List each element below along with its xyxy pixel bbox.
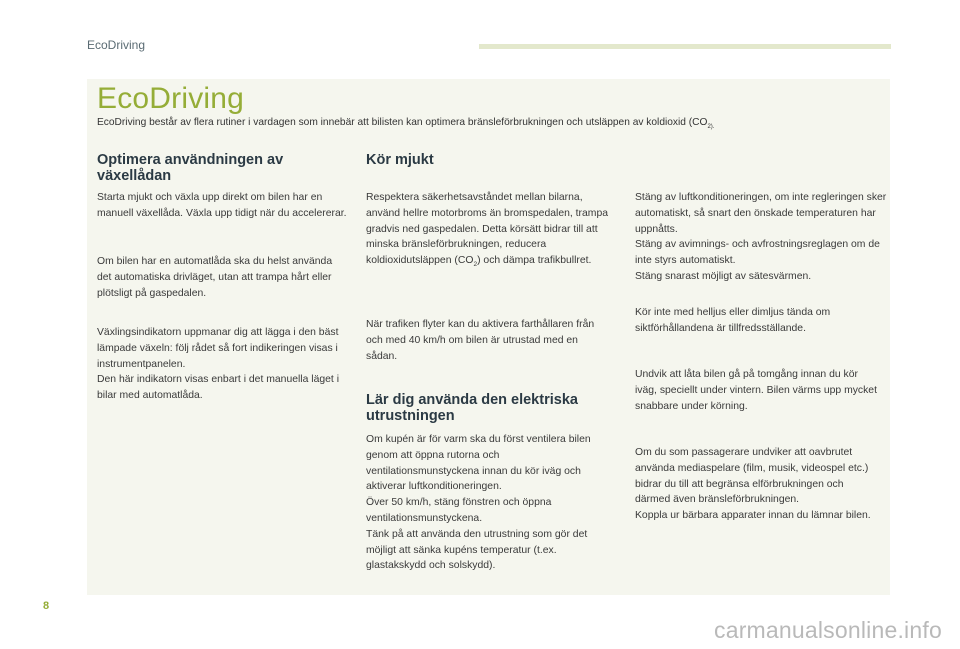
paragraph-gear-indicator (97, 325, 347, 404)
watermark: carmanualsonline.info (714, 617, 942, 643)
paragraph-safety-distance (366, 190, 612, 273)
portable-devices-text: Koppla ur bärbara apparater innan du lämnar bilen. (635, 510, 871, 522)
seat-heating-text: Stäng snarast möjligt av sätesvärmen. (635, 270, 812, 282)
page-number: 8 (43, 600, 50, 612)
heading-drive-smoothly: Kör mjukt (366, 152, 434, 168)
header-section-label: EcoDriving (87, 38, 146, 52)
heading-electrical-equipment: Lär dig använda den elektriska utrustningen (366, 392, 578, 424)
heading-gearbox: Optimera användningen av växellådan (97, 152, 284, 184)
intro-subscript: 2). (707, 124, 715, 131)
gear-indicator-text: Växlingsindikatorn uppmanar dig att lägga i den bäst lämpade växeln: följ rådet så fort indikeringen visas i instrumentpanelen. (97, 327, 339, 370)
media-players-text: Om du som passagerare undviker att oavbrutet använda mediaspelare (film, musik, videospel etc.) bidrar du till att begränsa elförbrukningen och därmed även bränsleförbrukningen. (635, 447, 869, 506)
paragraph-gearbox-manual: Starta mjukt och växla upp direkt om bilen har en manuell växellåda. Växla upp tidigt när du accelererar. (97, 192, 347, 219)
intro-text: EcoDriving består av flera rutiner i vardagen som innebär att bilisten kan optimera bränsleförbrukningen och utsläppen av koldioxid (CO (97, 117, 708, 128)
intro-paragraph (97, 117, 887, 130)
paragraph-gearbox-automatic: Om bilen har en automatlåda ska du helst använda det automatiska drivläget, utan att trampa hårt eller plötsligt på gaspedalen. (97, 256, 333, 299)
ac-text: Stäng av luftkonditioneringen, om inte regleringen sker automatiskt, så snart den önskade temperaturen har uppnåtts. (635, 192, 887, 235)
paragraph-cruise-control: När trafiken flyter kan du aktivera farthållaren från och med 40 km/h om bilen är utrustad med en sådan. (366, 319, 595, 362)
page-title: EcoDriving (97, 82, 245, 115)
header-rule (479, 44, 891, 49)
paragraph-media-players (635, 445, 881, 524)
safety-distance-text-end: ) och dämpa trafikbullret. (477, 255, 592, 267)
defrost-text: Stäng av avimnings- och avfrostningsreglagen om de inte styrs automatiskt. (635, 239, 880, 267)
gear-indicator-note: Den här indikatorn visas enbart i det manuella läget i bilar med automatlåda. (97, 374, 340, 402)
paragraph-headlights: Kör inte med helljus eller dimljus tända om siktförhållandena är tillfredsställande. (635, 307, 831, 334)
cabin-temperature-text: Tänk på att använda den utrustning som gör det möjligt att sänka kupéns temperatur (t.ex. glastakskydd och solskydd). (366, 528, 588, 572)
window-text: Över 50 km/h, stäng fönstren och öppna ventilationsmunstyckena. (366, 497, 552, 524)
safety-distance-text: Respektera säkerhetsavståndet mellan bilarna, använd hellre motorbroms än bromspedalen, trampa gradvis ned gaspedalen. Detta körsätt bidrar till att minska bränsleförbrukningen, reducera koldioxidutsläppen (CO (366, 192, 608, 267)
paragraph-idling: Undvik att låta bilen gå på tomgång innan du kör iväg, speciellt under vintern. Bilen värms upp mycket snabbare under körning. (635, 369, 877, 412)
ventilation-text: Om kupén är för varm ska du först ventilera bilen genom att öppna rutorna och ventilationsmunstyckena innan du kör iväg och aktiverar luftkonditioneringen. (366, 434, 591, 493)
paragraph-air-conditioning (635, 190, 887, 285)
paragraph-ventilation (366, 432, 612, 574)
co2-subscript: 2 (473, 261, 478, 269)
